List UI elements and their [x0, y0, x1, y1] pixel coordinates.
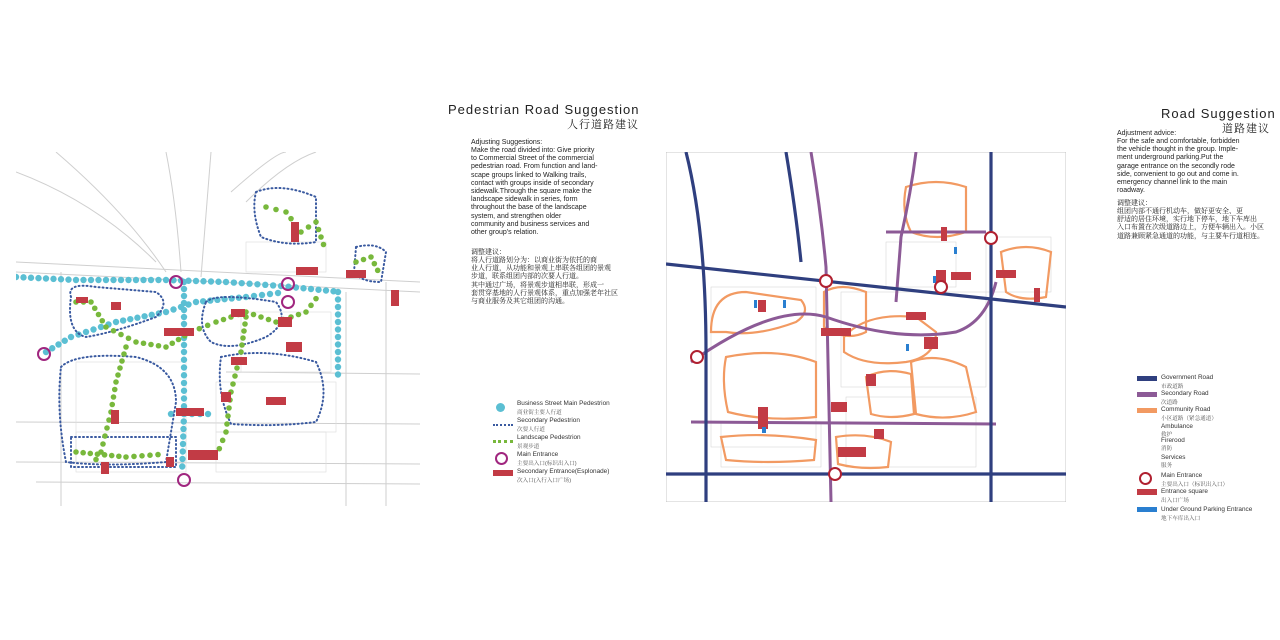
legend-sub: 商业街主要人行道 — [517, 410, 562, 416]
landscape-path-dot — [119, 358, 125, 364]
landscape-path-dot — [232, 373, 238, 379]
landscape-path-dot — [239, 342, 245, 348]
main-pedestrian-dot — [181, 342, 187, 348]
landscape-path-dot — [99, 318, 105, 324]
landscape-path-dot — [225, 413, 231, 419]
main-pedestrian-dot — [55, 341, 61, 347]
main-pedestrian-dot — [335, 311, 341, 317]
landscape-path-dot — [240, 335, 246, 341]
main-pedestrian-dot — [215, 279, 221, 285]
landscape-path-dot — [321, 242, 327, 248]
main-pedestrian-dot — [270, 282, 276, 288]
legend-sub: 服务 — [1161, 463, 1173, 469]
main-pedestrian-dot — [275, 290, 281, 296]
right-advice-cn-body: 组团内部不通行机动车，做好更安全、更 舒适的居住环境，实行地下停车，地下车库出 入口布置在次级道路边上，方便车辆出入。小区 道路兼顾紧急通道的功能，与主要车行道相连。 — [1117, 208, 1264, 240]
legend-sub: 地下车库出入口 — [1161, 516, 1201, 522]
legend-row-main-entrance-right — [1137, 472, 1277, 488]
main-pedestrian-dot — [181, 418, 187, 424]
landscape-path-dot — [220, 438, 226, 444]
landscape-path-dot — [112, 387, 118, 393]
landscape-path-dot — [223, 429, 229, 435]
legend-row-secondary-road — [1137, 390, 1277, 406]
left-legend — [493, 400, 653, 515]
landscape-path-dot — [111, 328, 117, 334]
road-map-svg — [666, 152, 1066, 502]
landscape-path-dot — [375, 268, 381, 274]
main-pedestrian-dot — [90, 326, 96, 332]
legend-row-ambulance — [1137, 423, 1277, 437]
pedestrian-map-svg — [16, 152, 420, 506]
landscape-path-dot — [117, 365, 123, 371]
legend-label: Firerood — [1161, 437, 1185, 444]
landscape-path-dot — [368, 254, 374, 260]
landscape-path-dot — [308, 303, 314, 309]
main-pedestrian-dot — [180, 433, 186, 439]
legend-sub: 救护 — [1161, 432, 1173, 438]
legend-sub: 主要出入口（标识出入口） — [1161, 482, 1229, 488]
legend-row-government-road — [1137, 374, 1277, 390]
legend-sub: 小区道路（紧急通道） — [1161, 416, 1217, 422]
main-pedestrian-dot — [335, 334, 341, 340]
left-title-en: Pedestrian Road Suggestion — [448, 102, 640, 117]
landscape-path-dot — [131, 454, 137, 460]
main-pedestrian-dot — [180, 426, 186, 432]
right-advice-heading: Adjustment advice: — [1117, 130, 1177, 137]
legend-label: Main Entrance — [517, 451, 559, 458]
green-dot-line-icon — [493, 440, 513, 443]
landscape-path-dot — [123, 344, 129, 350]
main-pedestrian-dot — [113, 319, 119, 325]
main-pedestrian-dot — [133, 277, 139, 283]
legend-row-main-entrance — [493, 451, 633, 467]
legend-label: Government Road — [1161, 374, 1214, 381]
legend-label: Landscape Pedestrion — [517, 434, 581, 441]
main-pedestrian-dot — [262, 282, 268, 288]
main-pedestrian-dot — [300, 285, 306, 291]
legend-row-services — [1137, 454, 1277, 468]
main-pedestrian-dot — [163, 277, 169, 283]
right-advice-body: For the safe and comfortable, forbidden the vehicle thought in the group. Imple- ment underground parking.Put the garage entrance on the secondly rode side, convenient to go out and come in. emergency channel link to the main roadway. — [1117, 138, 1240, 195]
main-pedestrian-dot — [103, 277, 109, 283]
main-pedestrian-dot — [170, 306, 176, 312]
pedestrian-map — [16, 152, 420, 506]
main-pedestrian-dot — [181, 349, 187, 355]
blue-dotted-line-icon — [493, 424, 513, 426]
landscape-path-dot — [205, 323, 211, 329]
main-pedestrian-dot — [110, 277, 116, 283]
landscape-path-dot — [88, 299, 94, 305]
main-pedestrian-dot — [88, 277, 94, 283]
landscape-path-dot — [296, 312, 302, 318]
right-title-cn: 道路建议 — [1222, 123, 1270, 135]
legend-row-business — [493, 400, 633, 416]
landscape-path-dot — [313, 219, 319, 225]
main-pedestrian-dot — [239, 280, 245, 286]
main-pedestrian-dot — [163, 309, 169, 315]
main-pedestrian-dot — [181, 372, 187, 378]
landscape-path-dot — [155, 452, 161, 458]
landscape-path-dot — [316, 227, 322, 233]
main-pedestrian-dot — [140, 277, 146, 283]
main-pedestrian-dot — [181, 388, 187, 394]
landscape-path-dot — [313, 296, 319, 302]
main-pedestrian-dot — [181, 380, 187, 386]
landscape-path-dot — [163, 344, 169, 350]
main-pedestrian-dot — [335, 341, 341, 347]
main-pedestrian-dot — [179, 463, 185, 469]
legend-label: Services — [1161, 454, 1186, 461]
navy-bar-icon — [1137, 376, 1157, 381]
landscape-path-dot — [102, 452, 108, 458]
legend-row-landscape — [493, 434, 633, 450]
legend-label: Secondary Pedestrion — [517, 417, 580, 424]
main-pedestrian-dot — [58, 276, 64, 282]
main-pedestrian-dot — [335, 356, 341, 362]
right-legend — [1137, 374, 1280, 524]
main-pedestrian-dot — [231, 279, 237, 285]
main-pedestrian-dot — [80, 277, 86, 283]
main-pedestrian-dot — [50, 276, 56, 282]
legend-sub: 出入口广场 — [1161, 498, 1189, 504]
legend-label: Main Entrance — [1161, 472, 1203, 479]
landscape-path-dot — [273, 207, 279, 213]
main-pedestrian-dot — [181, 395, 187, 401]
main-pedestrian-dot — [65, 276, 71, 282]
legend-label: Community Road — [1161, 406, 1211, 413]
landscape-path-dot — [263, 204, 269, 210]
landscape-path-dot — [258, 314, 264, 320]
landscape-path-dot — [141, 340, 147, 346]
main-pedestrian-dot — [120, 317, 126, 323]
legend-label: Ambulance — [1161, 423, 1193, 430]
landscape-path-dot — [106, 417, 112, 423]
landscape-path-dot — [298, 229, 304, 235]
legend-sub: 次要人行道 — [517, 427, 545, 433]
landscape-path-dot — [80, 450, 86, 456]
left-adjust-cn-body: 将人行道路划分为：以商业街为依托的商 业人行道，从功能和景观上串联各组团的景观 步道，联系组团内部的次要人行道。 其中通过广场，将景观步道相串联，形成一 套贯穿基地的人行景观体系，重点加强老年社区 与商业服务及其它组团的沟通。 — [471, 257, 618, 306]
main-pedestrian-dot — [208, 278, 214, 284]
landscape-path-dot — [288, 216, 294, 222]
red-bar-icon — [493, 470, 513, 476]
main-pedestrian-dot — [35, 275, 41, 281]
red-bar-icon — [1137, 489, 1157, 495]
landscape-path-dot — [361, 257, 367, 263]
main-pedestrian-dot — [180, 441, 186, 447]
landscape-path-dot — [224, 421, 230, 427]
landscape-path-dot — [372, 261, 378, 267]
legend-label: Secondary Entrance(Esplonade) — [517, 468, 610, 475]
main-pedestrian-dot — [16, 274, 19, 280]
orange-bar-icon — [1137, 408, 1157, 413]
legend-label: Under Ground Parking Entrance — [1161, 506, 1253, 513]
main-pedestrian-dot — [200, 278, 206, 284]
main-pedestrian-dot — [134, 315, 140, 321]
landscape-path-dot — [283, 209, 289, 215]
left-adjust-cn-heading: 调整建议： — [471, 249, 506, 256]
landscape-path-dot — [102, 433, 108, 439]
right-advice-cn-heading: 调整建议： — [1117, 200, 1152, 207]
main-pedestrian-dot — [335, 349, 341, 355]
main-pedestrian-dot — [178, 304, 184, 310]
landscape-path-dot — [306, 224, 312, 230]
main-pedestrian-dot — [83, 329, 89, 335]
landscape-path-dot — [96, 312, 102, 318]
legend-row-parking — [1137, 506, 1277, 522]
landscape-path-dot — [139, 453, 145, 459]
landscape-path-dot — [251, 312, 257, 318]
landscape-path-dot — [241, 328, 247, 334]
right-title-en: Road Suggestion — [1161, 106, 1276, 121]
legend-label: Secondary Road — [1161, 390, 1209, 397]
main-pedestrian-dot — [141, 313, 147, 319]
main-pedestrian-dot — [181, 293, 187, 299]
main-pedestrian-dot — [148, 277, 154, 283]
main-pedestrian-dot — [193, 278, 199, 284]
main-pedestrian-dot — [223, 279, 229, 285]
landscape-path-dot — [234, 365, 240, 371]
landscape-path-dot — [100, 441, 106, 447]
landscape-path-dot — [133, 339, 139, 345]
landscape-path-dot — [109, 453, 115, 459]
landscape-path-dot — [353, 259, 359, 265]
landscape-path-dot — [230, 381, 236, 387]
landscape-path-dot — [242, 321, 248, 327]
main-pedestrian-dot — [118, 277, 124, 283]
legend-sub: 市政道路 — [1161, 384, 1184, 390]
red-circle-icon — [1139, 472, 1152, 485]
main-pedestrian-dot — [193, 299, 199, 305]
landscape-path-dot — [116, 453, 122, 459]
main-pedestrian-dot — [246, 281, 252, 287]
main-pedestrian-dot — [335, 326, 341, 332]
left-adjust-body: Make the road divided into: Give priority to Commercial Street of the commercial pedestrian road. From function and land- scape groups linked to Walking trails, contact with groups inside of secondary sidewalk.Through the square make the landscape sidewalk in series, form throughout the base of the landscape system, and strengthen older community and business services and other group's relation. — [471, 147, 598, 237]
magenta-circle-icon — [495, 452, 508, 465]
main-pedestrian-dot — [335, 371, 341, 377]
main-pedestrian-dot — [181, 357, 187, 363]
main-pedestrian-dot — [185, 301, 191, 307]
landscape-path-dot — [92, 305, 98, 311]
legend-row-entrance-square — [1137, 488, 1277, 504]
legend-label: Business Street Main Pedestrion — [517, 400, 610, 407]
main-pedestrian-dot — [335, 289, 341, 295]
landscape-path-dot — [147, 452, 153, 458]
main-pedestrian-dot — [181, 314, 187, 320]
main-pedestrian-dot — [125, 277, 131, 283]
legend-sub: 景观步道 — [517, 444, 540, 450]
landscape-path-dot — [103, 324, 109, 330]
landscape-path-dot — [156, 343, 162, 349]
landscape-path-dot — [303, 309, 309, 315]
main-pedestrian-dot — [127, 316, 133, 322]
main-pedestrian-dot — [205, 411, 211, 417]
main-pedestrian-dot — [95, 277, 101, 283]
blue-bar-icon — [1137, 507, 1157, 512]
landscape-path-dot — [123, 454, 129, 460]
legend-sub: 次道路 — [1161, 400, 1178, 406]
landscape-path-dot — [266, 317, 272, 323]
landscape-path-dot — [213, 319, 219, 325]
main-pedestrian-dot — [73, 277, 79, 283]
main-pedestrian-dot — [68, 334, 74, 340]
legend-row-secondary — [493, 417, 633, 433]
landscape-path-dot — [104, 425, 110, 431]
legend-sub: 次入口(入行入口广场) — [517, 478, 572, 484]
main-pedestrian-dot — [181, 286, 187, 292]
main-pedestrian-dot — [155, 277, 161, 283]
landscape-path-dot — [113, 379, 119, 385]
landscape-path-dot — [118, 332, 124, 338]
purple-bar-icon — [1137, 392, 1157, 397]
landscape-path-dot — [221, 317, 227, 323]
landscape-path-dot — [73, 449, 79, 455]
landscape-path-dot — [318, 234, 324, 240]
main-pedestrian-dot — [335, 319, 341, 325]
main-pedestrian-dot — [335, 304, 341, 310]
main-pedestrian-dot — [181, 321, 187, 327]
road-map — [666, 152, 1066, 502]
main-pedestrian-dot — [28, 275, 34, 281]
landscape-path-dot — [238, 349, 244, 355]
landscape-path-dot — [176, 337, 182, 343]
legend-sub: 消防 — [1161, 446, 1173, 452]
landscape-path-dot — [121, 351, 127, 357]
landscape-path-dot — [148, 342, 154, 348]
landscape-path-dot — [95, 451, 101, 457]
legend-row-secondary-entrance — [493, 468, 633, 484]
main-pedestrian-dot — [179, 456, 185, 462]
main-pedestrian-dot — [315, 287, 321, 293]
main-pedestrian-dot — [254, 281, 260, 287]
legend-row-community-road — [1137, 406, 1277, 422]
landscape-path-dot — [109, 402, 115, 408]
landscape-path-dot — [115, 372, 121, 378]
main-pedestrian-dot — [308, 286, 314, 292]
main-pedestrian-dot — [43, 275, 49, 281]
main-pedestrian-dot — [20, 274, 26, 280]
main-pedestrian-dot — [180, 448, 186, 454]
cyan-dot-icon — [496, 403, 505, 412]
main-pedestrian-dot — [267, 291, 273, 297]
main-pedestrian-dot — [335, 364, 341, 370]
main-pedestrian-dot — [62, 338, 68, 344]
left-title-cn: 人行道路建议 — [567, 119, 639, 131]
landscape-path-dot — [111, 394, 117, 400]
legend-sub: 主要出入口(标识出入口) — [517, 461, 577, 467]
landscape-path-dot — [126, 335, 132, 341]
legend-label: Entrance square — [1161, 488, 1208, 495]
landscape-path-dot — [273, 319, 279, 325]
legend-row-firerood — [1137, 437, 1277, 451]
main-pedestrian-dot — [323, 287, 329, 293]
landscape-path-dot — [87, 451, 93, 457]
landscape-path-dot — [93, 457, 99, 463]
main-pedestrian-dot — [335, 296, 341, 302]
main-pedestrian-dot — [181, 364, 187, 370]
landscape-path-dot — [169, 340, 175, 346]
main-pedestrian-dot — [259, 292, 265, 298]
landscape-path-dot — [226, 405, 232, 411]
landscape-path-dot — [197, 326, 203, 332]
left-adjust-heading: Adjusting Suggestions: — [471, 139, 543, 146]
